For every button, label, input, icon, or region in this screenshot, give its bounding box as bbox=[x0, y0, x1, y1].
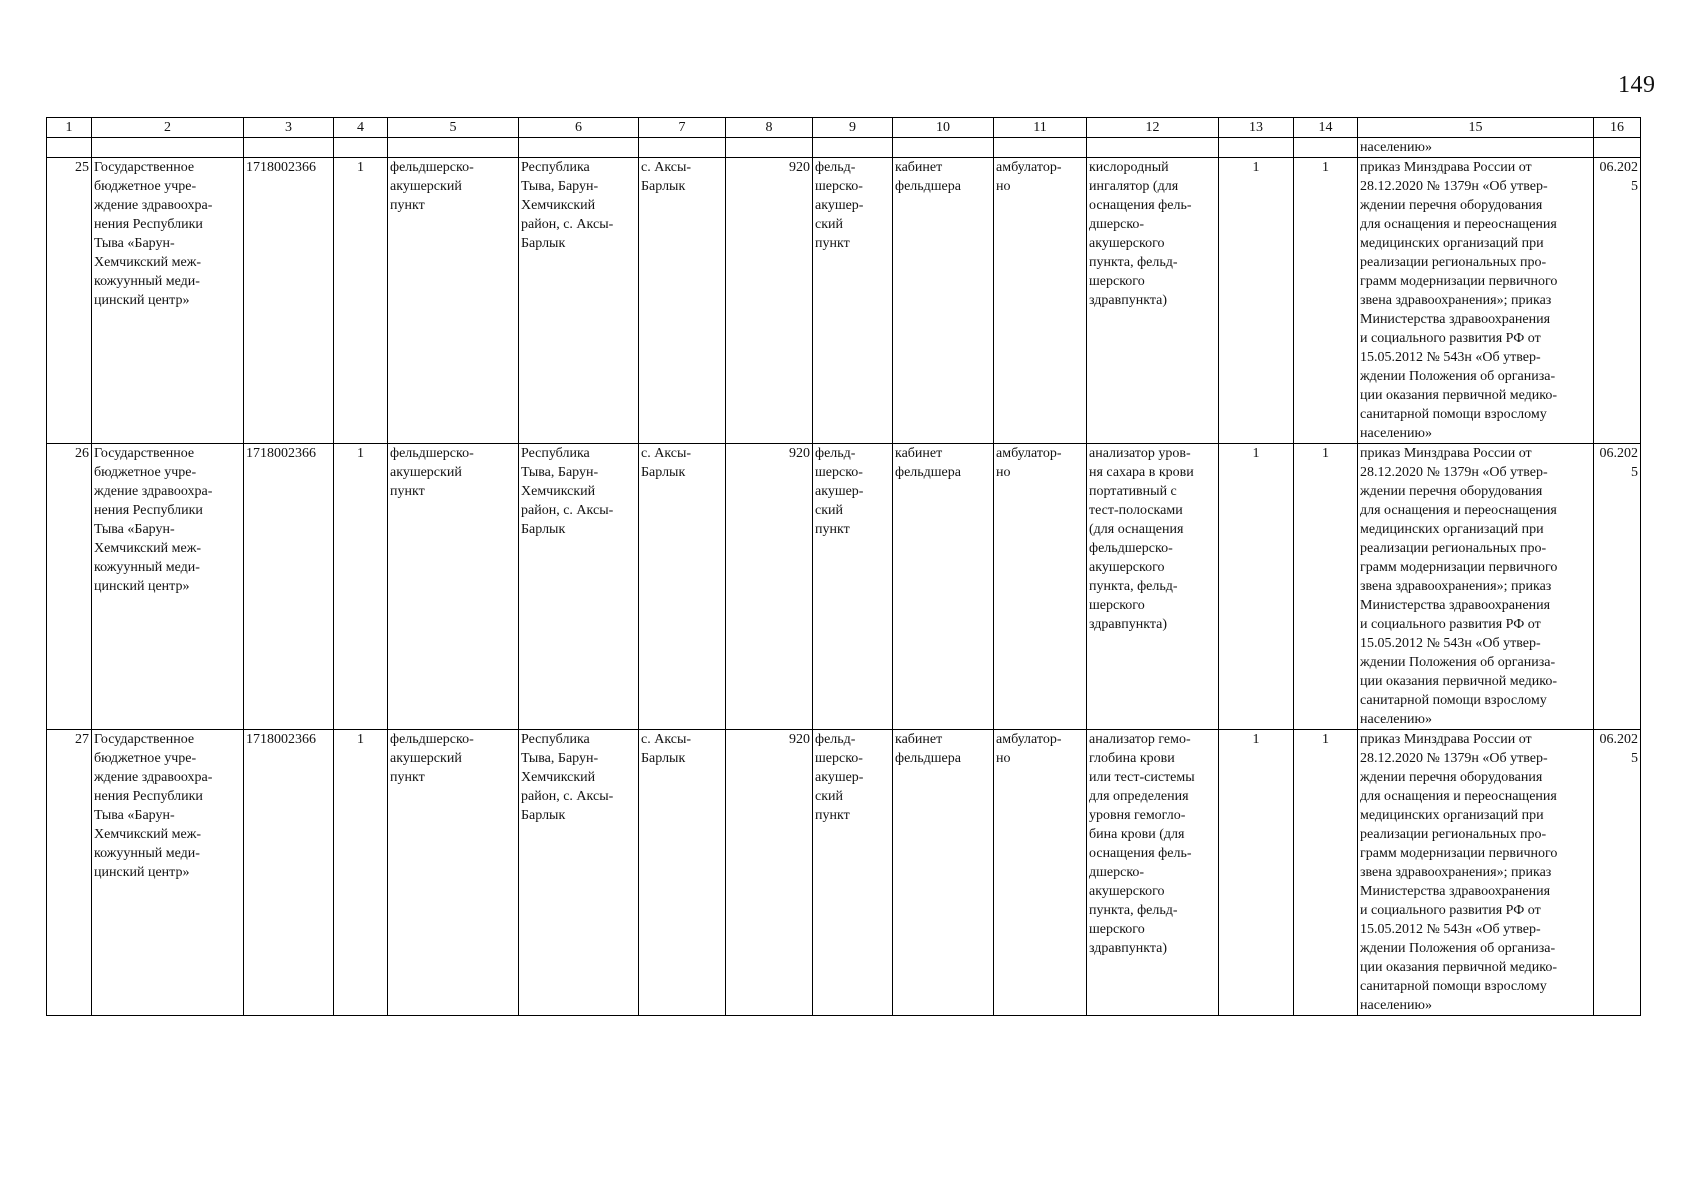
cell-line: амбулатор- bbox=[996, 732, 1062, 747]
cell-line: ня сахара в крови bbox=[1089, 465, 1194, 480]
cell-line: пункт bbox=[815, 808, 850, 823]
care-form-cell bbox=[994, 730, 1087, 1016]
legal-basis-cell bbox=[1358, 158, 1594, 444]
settlement-cell bbox=[639, 158, 726, 444]
cell-line: кабинет bbox=[895, 160, 943, 175]
cell-line: цинский центр» bbox=[94, 579, 190, 594]
cont-cell bbox=[47, 138, 92, 158]
cont-cell bbox=[1594, 138, 1641, 158]
cell-line: кислородный bbox=[1089, 160, 1169, 175]
equipment-registry-table bbox=[46, 117, 1641, 1016]
cell-line: Тыва «Барун- bbox=[94, 808, 175, 823]
address-cell bbox=[519, 444, 639, 730]
cell-line: шерского bbox=[1089, 274, 1145, 289]
cell-line: населению» bbox=[1360, 426, 1432, 441]
cont-cell bbox=[92, 138, 244, 158]
cont-cell bbox=[813, 138, 893, 158]
cell-line: для определения bbox=[1089, 789, 1189, 804]
cell-line: ждении Положения об организа- bbox=[1360, 941, 1556, 956]
organization-cell bbox=[92, 730, 244, 1016]
column-13-cell: 1 bbox=[1219, 730, 1294, 1016]
row-number-cell: 25 bbox=[47, 158, 92, 444]
cell-line: анализатор гемо- bbox=[1089, 732, 1191, 747]
cell-line: ингалятор (для bbox=[1089, 179, 1179, 194]
cell-line: пункт bbox=[815, 522, 850, 537]
facility-type-cell bbox=[388, 158, 519, 444]
column-14-cell: 1 bbox=[1294, 730, 1358, 1016]
subdivision-cell bbox=[813, 730, 893, 1016]
cell-line: бюджетное учре- bbox=[94, 465, 197, 480]
column-number-3: 3 bbox=[244, 118, 334, 138]
cell-line: Барлык bbox=[641, 751, 686, 766]
cell-line: фельд- bbox=[815, 446, 856, 461]
cell-line: тест-полосками bbox=[1089, 503, 1183, 518]
cell-line: шерско- bbox=[815, 179, 863, 194]
cell-line: Барлык bbox=[521, 236, 566, 251]
cell-line: Министерства здравоохранения bbox=[1360, 884, 1551, 899]
cell-line: фельд- bbox=[815, 160, 856, 175]
cell-line: Барлык bbox=[641, 179, 686, 194]
cell-line: ский bbox=[815, 503, 843, 518]
cell-line: амбулатор- bbox=[996, 160, 1062, 175]
column-13-cell: 1 bbox=[1219, 158, 1294, 444]
column-number-9: 9 bbox=[813, 118, 893, 138]
care-form-cell bbox=[994, 444, 1087, 730]
column-number-6: 6 bbox=[519, 118, 639, 138]
continuation-basis-cell: населению» bbox=[1358, 138, 1594, 158]
cell-line: Тыва «Барун- bbox=[94, 236, 175, 251]
cell-line: цинский центр» bbox=[94, 865, 190, 880]
cell-line: Тыва «Барун- bbox=[94, 522, 175, 537]
cell-line: бина крови (для bbox=[1089, 827, 1185, 842]
cell-line: 15.05.2012 № 543н «Об утвер- bbox=[1360, 350, 1541, 365]
cell-line: реализации региональных про- bbox=[1360, 827, 1547, 842]
room-cell bbox=[893, 158, 994, 444]
cell-line: акушер- bbox=[815, 484, 864, 499]
column-number-15: 15 bbox=[1358, 118, 1594, 138]
cell-line: шерско- bbox=[815, 465, 863, 480]
cell-line: или тест-системы bbox=[1089, 770, 1195, 785]
cell-line: пункт bbox=[815, 236, 850, 251]
row-number-cell: 26 bbox=[47, 444, 92, 730]
organization-cell bbox=[92, 444, 244, 730]
address-cell bbox=[519, 730, 639, 1016]
column-number-4: 4 bbox=[334, 118, 388, 138]
inn-cell: 1718002366 bbox=[244, 444, 334, 730]
cell-line: Тыва, Барун- bbox=[521, 465, 599, 480]
cell-line: санитарной помощи взрослому bbox=[1360, 693, 1547, 708]
cell-line: медицинских организаций при bbox=[1360, 808, 1544, 823]
cell-line: звена здравоохранения»; приказ bbox=[1360, 865, 1552, 880]
cell-line: приказ Минздрава России от bbox=[1360, 446, 1532, 461]
column-8-cell: 920 bbox=[726, 444, 813, 730]
cell-line: район, с. Аксы- bbox=[521, 217, 614, 232]
cell-line: бюджетное учре- bbox=[94, 179, 197, 194]
cont-cell bbox=[893, 138, 994, 158]
cell-line: ждении Положения об организа- bbox=[1360, 655, 1556, 670]
cell-line: Государственное bbox=[94, 446, 195, 461]
cell-line: ждение здравоохра- bbox=[94, 198, 213, 213]
cell-line: дшерско- bbox=[1089, 865, 1145, 880]
column-number-5: 5 bbox=[388, 118, 519, 138]
cont-cell bbox=[726, 138, 813, 158]
date-cell: 06.2025 bbox=[1594, 158, 1641, 444]
cell-line: Хемчикский bbox=[521, 198, 596, 213]
subdivision-cell bbox=[813, 158, 893, 444]
cell-line: шерского bbox=[1089, 922, 1145, 937]
cell-line: Государственное bbox=[94, 732, 195, 747]
cont-cell bbox=[244, 138, 334, 158]
column-4-cell: 1 bbox=[334, 444, 388, 730]
cell-line: ский bbox=[815, 217, 843, 232]
date-cell: 06.2025 bbox=[1594, 730, 1641, 1016]
cell-line: акушерского bbox=[1089, 560, 1165, 575]
cell-line: ский bbox=[815, 789, 843, 804]
cell-line: кабинет bbox=[895, 732, 943, 747]
cell-line: пункта, фельд- bbox=[1089, 903, 1178, 918]
cell-line: район, с. Аксы- bbox=[521, 789, 614, 804]
room-cell bbox=[893, 730, 994, 1016]
cell-line: звена здравоохранения»; приказ bbox=[1360, 293, 1552, 308]
cell-line: населению» bbox=[1360, 712, 1432, 727]
column-8-cell: 920 bbox=[726, 730, 813, 1016]
cell-line: грамм модернизации первичного bbox=[1360, 846, 1558, 861]
cell-line: акушерского bbox=[1089, 236, 1165, 251]
cell-line: амбулатор- bbox=[996, 446, 1062, 461]
cell-line: (для оснащения bbox=[1089, 522, 1184, 537]
cont-cell bbox=[388, 138, 519, 158]
address-cell bbox=[519, 158, 639, 444]
column-number-row bbox=[47, 118, 1641, 138]
cell-line: Республика bbox=[521, 732, 590, 747]
cell-line: для оснащения и переоснащения bbox=[1360, 503, 1557, 518]
column-number-13: 13 bbox=[1219, 118, 1294, 138]
inn-cell: 1718002366 bbox=[244, 730, 334, 1016]
cell-line: оснащения фель- bbox=[1089, 198, 1192, 213]
cell-line: и социального развития РФ от bbox=[1360, 903, 1541, 918]
inn-cell: 1718002366 bbox=[244, 158, 334, 444]
cell-line: Министерства здравоохранения bbox=[1360, 598, 1551, 613]
cont-cell bbox=[1294, 138, 1358, 158]
cell-line: и социального развития РФ от bbox=[1360, 617, 1541, 632]
cell-line: глобина крови bbox=[1089, 751, 1175, 766]
cell-line: но bbox=[996, 179, 1011, 194]
cell-line: цинский центр» bbox=[94, 293, 190, 308]
cell-line: ждении перечня оборудования bbox=[1360, 198, 1543, 213]
cell-line: с. Аксы- bbox=[641, 446, 692, 461]
row-number-cell: 27 bbox=[47, 730, 92, 1016]
column-4-cell: 1 bbox=[334, 730, 388, 1016]
cell-line: кожуунный меди- bbox=[94, 560, 200, 575]
cell-line: реализации региональных про- bbox=[1360, 541, 1547, 556]
cell-line: ждении перечня оборудования bbox=[1360, 770, 1543, 785]
cell-line: ждение здравоохра- bbox=[94, 484, 213, 499]
cell-line: приказ Минздрава России от bbox=[1360, 160, 1532, 175]
column-13-cell: 1 bbox=[1219, 444, 1294, 730]
cell-line: санитарной помощи взрослому bbox=[1360, 979, 1547, 994]
cont-cell bbox=[639, 138, 726, 158]
cell-line: пункта, фельд- bbox=[1089, 579, 1178, 594]
subdivision-cell bbox=[813, 444, 893, 730]
cell-line: и социального развития РФ от bbox=[1360, 331, 1541, 346]
cell-line: Барлык bbox=[641, 465, 686, 480]
cell-line: 15.05.2012 № 543н «Об утвер- bbox=[1360, 922, 1541, 937]
column-8-cell: 920 bbox=[726, 158, 813, 444]
cell-line: медицинских организаций при bbox=[1360, 522, 1544, 537]
equipment-cell bbox=[1087, 444, 1219, 730]
cell-line: населению» bbox=[1360, 998, 1432, 1013]
cell-line: 28.12.2020 № 1379н «Об утвер- bbox=[1360, 179, 1548, 194]
column-number-7: 7 bbox=[639, 118, 726, 138]
column-number-2: 2 bbox=[92, 118, 244, 138]
table-row bbox=[47, 730, 1641, 1016]
cell-line: ции оказания первичной медико- bbox=[1360, 674, 1558, 689]
cell-line: грамм модернизации первичного bbox=[1360, 274, 1558, 289]
cell-line: ждении Положения об организа- bbox=[1360, 369, 1556, 384]
cell-line: пункта, фельд- bbox=[1089, 255, 1178, 270]
table-row bbox=[47, 444, 1641, 730]
cell-line: ждение здравоохра- bbox=[94, 770, 213, 785]
cell-line: нения Республики bbox=[94, 217, 203, 232]
cell-line: Хемчикский меж- bbox=[94, 827, 202, 842]
cont-cell bbox=[1219, 138, 1294, 158]
cell-line: Хемчикский меж- bbox=[94, 541, 202, 556]
column-number-14: 14 bbox=[1294, 118, 1358, 138]
cell-line: ции оказания первичной медико- bbox=[1360, 388, 1558, 403]
cell-line: кожуунный меди- bbox=[94, 846, 200, 861]
cont-cell bbox=[334, 138, 388, 158]
cell-line: портативный с bbox=[1089, 484, 1177, 499]
cell-line: здравпункта) bbox=[1089, 941, 1167, 956]
cell-line: грамм модернизации первичного bbox=[1360, 560, 1558, 575]
legal-basis-cell bbox=[1358, 444, 1594, 730]
cell-line: Барлык bbox=[521, 522, 566, 537]
cell-line: акушерского bbox=[1089, 884, 1165, 899]
cell-line: акушер- bbox=[815, 198, 864, 213]
cell-line: 28.12.2020 № 1379н «Об утвер- bbox=[1360, 465, 1548, 480]
cell-line: здравпункта) bbox=[1089, 293, 1167, 308]
cell-line: шерского bbox=[1089, 598, 1145, 613]
column-number-1: 1 bbox=[47, 118, 92, 138]
cell-line: Хемчикский bbox=[521, 484, 596, 499]
table-row bbox=[47, 158, 1641, 444]
cell-line: фельдшерско- bbox=[1089, 541, 1173, 556]
legal-basis-cell bbox=[1358, 730, 1594, 1016]
equipment-cell bbox=[1087, 158, 1219, 444]
cell-line: для оснащения и переоснащения bbox=[1360, 217, 1557, 232]
cell-line: нения Республики bbox=[94, 789, 203, 804]
cell-line: шерско- bbox=[815, 751, 863, 766]
cell-line: уровня гемогло- bbox=[1089, 808, 1186, 823]
cell-line: с. Аксы- bbox=[641, 732, 692, 747]
cell-line: оснащения фель- bbox=[1089, 846, 1192, 861]
cell-line: фельдшерско- bbox=[390, 446, 474, 461]
cell-line: Республика bbox=[521, 160, 590, 175]
cell-line: с. Аксы- bbox=[641, 160, 692, 175]
cell-line: пункт bbox=[390, 484, 425, 499]
column-number-10: 10 bbox=[893, 118, 994, 138]
cell-line: Государственное bbox=[94, 160, 195, 175]
settlement-cell bbox=[639, 730, 726, 1016]
cell-line: пункт bbox=[390, 198, 425, 213]
cell-line: акушерский bbox=[390, 751, 462, 766]
cell-line: фельдшерско- bbox=[390, 160, 474, 175]
cell-line: Тыва, Барун- bbox=[521, 751, 599, 766]
cont-cell bbox=[1087, 138, 1219, 158]
cell-line: Барлык bbox=[521, 808, 566, 823]
cell-line: но bbox=[996, 465, 1011, 480]
cell-line: медицинских организаций при bbox=[1360, 236, 1544, 251]
date-cell: 06.2025 bbox=[1594, 444, 1641, 730]
cell-line: ждении перечня оборудования bbox=[1360, 484, 1543, 499]
cell-line: но bbox=[996, 751, 1011, 766]
cell-line: кожуунный меди- bbox=[94, 274, 200, 289]
cell-line: 28.12.2020 № 1379н «Об утвер- bbox=[1360, 751, 1548, 766]
cell-line: фельдшера bbox=[895, 465, 961, 480]
cell-line: Республика bbox=[521, 446, 590, 461]
cell-line: фельдшерско- bbox=[390, 732, 474, 747]
care-form-cell bbox=[994, 158, 1087, 444]
cell-line: район, с. Аксы- bbox=[521, 503, 614, 518]
cell-line: Тыва, Барун- bbox=[521, 179, 599, 194]
cell-line: бюджетное учре- bbox=[94, 751, 197, 766]
column-number-11: 11 bbox=[994, 118, 1087, 138]
cell-line: здравпункта) bbox=[1089, 617, 1167, 632]
organization-cell bbox=[92, 158, 244, 444]
column-number-12: 12 bbox=[1087, 118, 1219, 138]
cont-cell bbox=[519, 138, 639, 158]
facility-type-cell bbox=[388, 730, 519, 1016]
column-14-cell: 1 bbox=[1294, 158, 1358, 444]
cell-line: фельд- bbox=[815, 732, 856, 747]
column-number-16: 16 bbox=[1594, 118, 1641, 138]
cell-line: пункт bbox=[390, 770, 425, 785]
equipment-cell bbox=[1087, 730, 1219, 1016]
cell-line: акушер- bbox=[815, 770, 864, 785]
cell-line: реализации региональных про- bbox=[1360, 255, 1547, 270]
facility-type-cell bbox=[388, 444, 519, 730]
page-number: 149 bbox=[1618, 72, 1656, 98]
cell-line: дшерско- bbox=[1089, 217, 1145, 232]
cell-line: 15.05.2012 № 543н «Об утвер- bbox=[1360, 636, 1541, 651]
cell-line: для оснащения и переоснащения bbox=[1360, 789, 1557, 804]
column-4-cell: 1 bbox=[334, 158, 388, 444]
cell-line: фельдшера bbox=[895, 179, 961, 194]
cell-line: фельдшера bbox=[895, 751, 961, 766]
cell-line: Министерства здравоохранения bbox=[1360, 312, 1551, 327]
cell-line: приказ Минздрава России от bbox=[1360, 732, 1532, 747]
cell-line: кабинет bbox=[895, 446, 943, 461]
cell-line: акушерский bbox=[390, 179, 462, 194]
room-cell bbox=[893, 444, 994, 730]
cell-line: акушерский bbox=[390, 465, 462, 480]
settlement-cell bbox=[639, 444, 726, 730]
cell-line: звена здравоохранения»; приказ bbox=[1360, 579, 1552, 594]
cont-cell bbox=[994, 138, 1087, 158]
cell-line: ции оказания первичной медико- bbox=[1360, 960, 1558, 975]
column-number-8: 8 bbox=[726, 118, 813, 138]
cell-line: Хемчикский меж- bbox=[94, 255, 202, 270]
cell-line: анализатор уров- bbox=[1089, 446, 1191, 461]
continuation-row bbox=[47, 138, 1641, 158]
cell-line: санитарной помощи взрослому bbox=[1360, 407, 1547, 422]
cell-line: нения Республики bbox=[94, 503, 203, 518]
cell-line: Хемчикский bbox=[521, 770, 596, 785]
column-14-cell: 1 bbox=[1294, 444, 1358, 730]
